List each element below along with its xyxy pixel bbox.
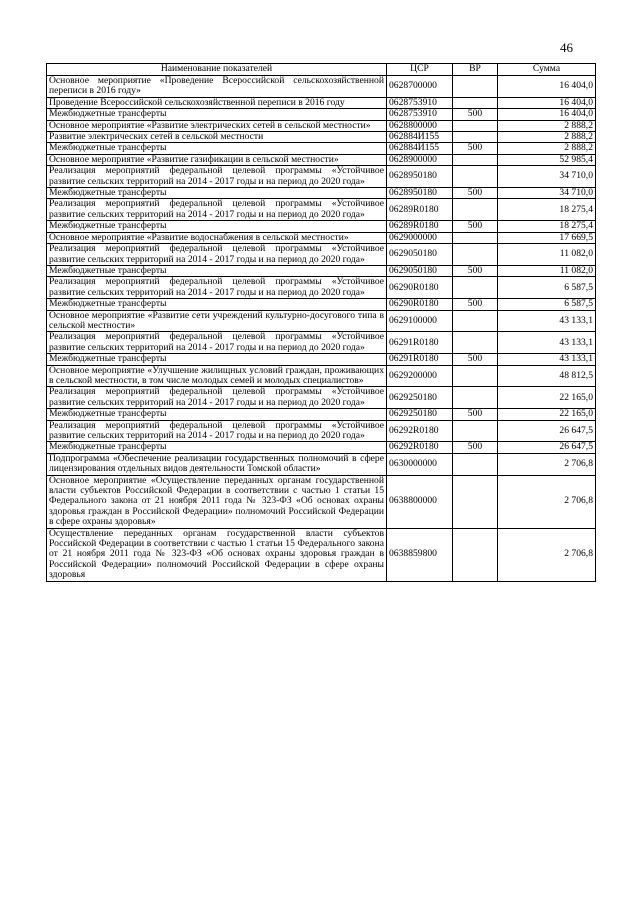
table-row (47, 265, 596, 276)
row-name: Межбюджетные трансферты (47, 299, 387, 310)
table-row (47, 332, 596, 354)
row-csr: 0628950180 (387, 188, 453, 199)
row-csr: 062884И155 (387, 132, 453, 143)
row-vr (453, 310, 498, 332)
row-csr: 06291R0180 (387, 332, 453, 354)
row-sum: 2 888,2 (498, 132, 596, 143)
row-name: Реализация мероприятий федеральной целевой программы «Устойчивое развитие сельских территорий на 2014 - 2017 годы и на период до 2020 года» (47, 277, 387, 299)
table-row (47, 166, 596, 188)
header-vr: ВР (453, 64, 498, 76)
row-vr: 500 (453, 354, 498, 365)
row-vr: 500 (453, 409, 498, 420)
row-sum: 16 404,0 (498, 76, 596, 98)
row-name: Основное мероприятие «Осуществление переданных органам государственной власти субъектов Российской Федерации в соответствии с частью 1 статьи 15 Федерального закона от 21 ноября 2011 года № 323-ФЗ «Об основах охраны здоровья граждан в Российской Федерации» полномочий Российской Федерации в сфере охраны здоровья» (47, 475, 387, 528)
table-row (47, 221, 596, 232)
row-vr: 500 (453, 221, 498, 232)
row-csr: 0629050180 (387, 265, 453, 276)
table-row (47, 199, 596, 221)
row-csr: 0629250180 (387, 387, 453, 409)
table-row (47, 188, 596, 199)
header-sum: Сумма (498, 64, 596, 76)
table-row (47, 387, 596, 409)
row-name: Реализация мероприятий федеральной целевой программы «Устойчивое развитие сельских территорий на 2014 - 2017 годы и на период до 2020 года» (47, 332, 387, 354)
table-row (47, 97, 596, 108)
header-csr: ЦСР (387, 64, 453, 76)
row-sum: 16 404,0 (498, 109, 596, 120)
row-sum: 43 133,1 (498, 310, 596, 332)
table-row (47, 154, 596, 165)
row-csr: 0629000000 (387, 232, 453, 243)
row-vr (453, 120, 498, 131)
row-name: Подпрограмма «Обеспечение реализации государственных полномочий в сфере лицензирования отдельных видов деятельности Томской области» (47, 453, 387, 475)
table-row (47, 277, 596, 299)
row-vr (453, 166, 498, 188)
row-vr (453, 475, 498, 528)
row-csr: 0638800000 (387, 475, 453, 528)
row-sum: 18 275,4 (498, 221, 596, 232)
row-vr (453, 154, 498, 165)
row-csr: 0628800000 (387, 120, 453, 131)
row-name: Осуществление переданных органам государственной власти субъектов Российской Федерации в соответствии с частью 1 статьи 15 Федерального закона от 21 ноября 2011 года № 323-ФЗ «Об основах охраны здоровья граждан в Российской Федерации» полномочий Российской Федерации в сфере охраны здоровья (47, 528, 387, 581)
row-csr: 06289R0180 (387, 199, 453, 221)
row-name: Реализация мероприятий федеральной целевой программы «Устойчивое развитие сельских территорий на 2014 - 2017 годы и на период до 2020 года» (47, 387, 387, 409)
row-sum: 18 275,4 (498, 199, 596, 221)
row-sum: 34 710,0 (498, 166, 596, 188)
row-csr: 0638859800 (387, 528, 453, 581)
header-name: Наименование показателей (47, 64, 387, 76)
row-vr (453, 97, 498, 108)
row-name: Межбюджетные трансферты (47, 188, 387, 199)
row-vr (453, 244, 498, 266)
table-row (47, 475, 596, 528)
table-row (47, 453, 596, 475)
budget-table (46, 63, 596, 582)
row-vr: 500 (453, 299, 498, 310)
table-row (47, 132, 596, 143)
row-sum: 2 888,2 (498, 143, 596, 154)
table-header-row (47, 64, 596, 76)
row-name: Основное мероприятие «Развитие электрических сетей в сельской местности» (47, 120, 387, 131)
row-vr: 500 (453, 188, 498, 199)
table-row (47, 143, 596, 154)
row-sum: 2 888,2 (498, 120, 596, 131)
row-sum: 43 133,1 (498, 332, 596, 354)
row-vr (453, 332, 498, 354)
row-csr: 0630000000 (387, 453, 453, 475)
table-row (47, 528, 596, 581)
table-row (47, 299, 596, 310)
row-sum: 17 669,5 (498, 232, 596, 243)
row-sum: 48 812,5 (498, 365, 596, 387)
row-vr (453, 528, 498, 581)
row-name: Реализация мероприятий федеральной целевой программы «Устойчивое развитие сельских территорий на 2014 - 2017 годы и на период до 2020 года» (47, 199, 387, 221)
row-vr: 500 (453, 442, 498, 453)
row-vr: 500 (453, 109, 498, 120)
row-csr: 06291R0180 (387, 354, 453, 365)
row-csr: 0628950180 (387, 166, 453, 188)
table-row (47, 120, 596, 131)
row-sum: 52 985,4 (498, 154, 596, 165)
page-number: 46 (560, 40, 573, 55)
row-sum: 43 133,1 (498, 354, 596, 365)
row-name: Межбюджетные трансферты (47, 109, 387, 120)
row-csr: 06290R0180 (387, 299, 453, 310)
row-vr (453, 199, 498, 221)
row-name: Развитие электрических сетей в сельской местности (47, 132, 387, 143)
row-name: Основное мероприятие «Развитие водоснабжения в сельской местности» (47, 232, 387, 243)
row-sum: 16 404,0 (498, 97, 596, 108)
row-name: Межбюджетные трансферты (47, 409, 387, 420)
row-csr: 0629100000 (387, 310, 453, 332)
row-vr (453, 132, 498, 143)
row-sum: 2 706,8 (498, 453, 596, 475)
row-name: Межбюджетные трансферты (47, 442, 387, 453)
row-name: Реализация мероприятий федеральной целевой программы «Устойчивое развитие сельских территорий на 2014 - 2017 годы и на период до 2020 года» (47, 166, 387, 188)
row-sum: 34 710,0 (498, 188, 596, 199)
row-sum: 2 706,8 (498, 475, 596, 528)
row-csr: 0628753910 (387, 109, 453, 120)
row-sum: 26 647,5 (498, 442, 596, 453)
row-name: Реализация мероприятий федеральной целевой программы «Устойчивое развитие сельских территорий на 2014 - 2017 годы и на период до 2020 года» (47, 420, 387, 442)
row-name: Проведение Всероссийской сельскохозяйственной переписи в 2016 году (47, 97, 387, 108)
row-csr: 062884И155 (387, 143, 453, 154)
row-name: Межбюджетные трансферты (47, 221, 387, 232)
row-vr (453, 76, 498, 98)
row-csr: 0628900000 (387, 154, 453, 165)
row-vr (453, 365, 498, 387)
row-csr: 0629050180 (387, 244, 453, 266)
row-vr (453, 277, 498, 299)
table-row (47, 365, 596, 387)
row-vr: 500 (453, 265, 498, 276)
row-vr (453, 232, 498, 243)
row-name: Основное мероприятие «Развитие сети учреждений культурно-досугового типа в сельской местности» (47, 310, 387, 332)
row-name: Основное мероприятие «Улучшение жилищных условий граждан, проживающих в сельской местности, в том числе молодых семей и молодых специалистов» (47, 365, 387, 387)
row-csr: 0629200000 (387, 365, 453, 387)
row-sum: 26 647,5 (498, 420, 596, 442)
table-row (47, 420, 596, 442)
table-row (47, 232, 596, 243)
row-vr (453, 453, 498, 475)
row-vr: 500 (453, 143, 498, 154)
row-sum: 11 082,0 (498, 244, 596, 266)
row-name: Реализация мероприятий федеральной целевой программы «Устойчивое развитие сельских территорий на 2014 - 2017 годы и на период до 2020 года» (47, 244, 387, 266)
row-sum: 22 165,0 (498, 387, 596, 409)
row-sum: 11 082,0 (498, 265, 596, 276)
table-row (47, 109, 596, 120)
row-csr: 06292R0180 (387, 420, 453, 442)
table-row (47, 354, 596, 365)
row-csr: 0628753910 (387, 97, 453, 108)
row-name: Основное мероприятие «Развитие газификации в сельской местности» (47, 154, 387, 165)
table-row (47, 310, 596, 332)
table-row (47, 409, 596, 420)
row-csr: 06292R0180 (387, 442, 453, 453)
row-csr: 0629250180 (387, 409, 453, 420)
row-name: Межбюджетные трансферты (47, 354, 387, 365)
row-sum: 6 587,5 (498, 299, 596, 310)
table-row (47, 442, 596, 453)
row-sum: 6 587,5 (498, 277, 596, 299)
table-row (47, 76, 596, 98)
row-csr: 06290R0180 (387, 277, 453, 299)
row-sum: 22 165,0 (498, 409, 596, 420)
row-vr (453, 420, 498, 442)
row-name: Основное мероприятие «Проведение Всероссийской сельскохозяйственной переписи в 2016 году» (47, 76, 387, 98)
table-row (47, 244, 596, 266)
row-csr: 06289R0180 (387, 221, 453, 232)
row-name: Межбюджетные трансферты (47, 143, 387, 154)
row-name: Межбюджетные трансферты (47, 265, 387, 276)
row-csr: 0628700000 (387, 76, 453, 98)
row-sum: 2 706,8 (498, 528, 596, 581)
row-vr (453, 387, 498, 409)
